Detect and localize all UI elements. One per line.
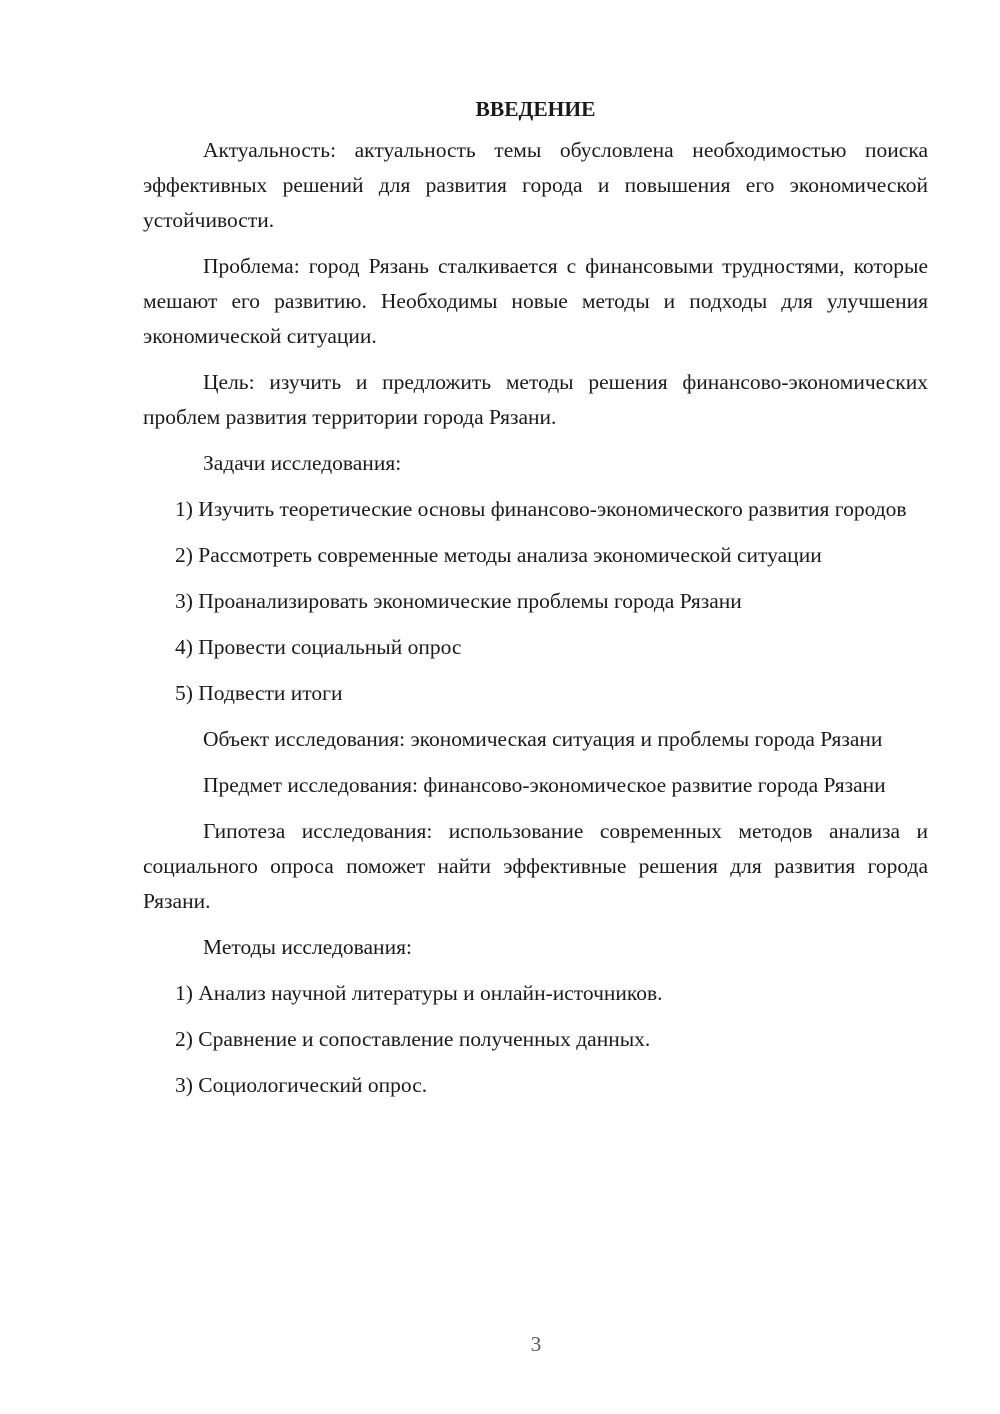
hypothesis-paragraph: Гипотеза исследования: использование современных методов анализа и социального опроса поможет найти эффективные решения для развития города Рязани.	[143, 819, 928, 913]
task-item: 2) Рассмотреть современные методы анализа экономической ситуации	[175, 543, 822, 567]
relevance-paragraph: Актуальность: актуальность темы обусловлена необходимостью поиска эффективных решений для развития города и повышения его экономической устойчивости.	[143, 138, 928, 232]
object-paragraph: Объект исследования: экономическая ситуация и проблемы города Рязани	[203, 727, 883, 751]
document-page	[143, 92, 928, 1114]
task-item: 5) Подвести итоги	[175, 681, 343, 705]
tasks-heading: Задачи исследования:	[203, 451, 402, 475]
subject-paragraph: Предмет исследования: финансово-экономическое развитие города Рязани	[203, 773, 886, 797]
method-item: 3) Социологический опрос.	[175, 1073, 428, 1097]
method-item: 1) Анализ научной литературы и онлайн-источников.	[175, 981, 663, 1005]
methods-heading: Методы исследования:	[203, 935, 412, 959]
page-title: ВВЕДЕНИЕ	[475, 97, 596, 121]
page-number: 3	[530, 1332, 542, 1356]
method-item: 2) Сравнение и сопоставление полученных данных.	[175, 1027, 651, 1051]
task-item: 4) Провести социальный опрос	[175, 635, 462, 659]
task-item: 3) Проанализировать экономические проблемы города Рязани	[175, 589, 742, 613]
task-item: 1) Изучить теоретические основы финансово-экономического развития городов	[175, 497, 907, 521]
problem-paragraph: Проблема: город Рязань сталкивается с финансовыми трудностями, которые мешают его развитию. Необходимы новые методы и подходы для улучшения экономической ситуации.	[143, 254, 928, 348]
goal-paragraph: Цель: изучить и предложить методы решения финансово-экономических проблем развития территории города Рязани.	[143, 370, 928, 429]
